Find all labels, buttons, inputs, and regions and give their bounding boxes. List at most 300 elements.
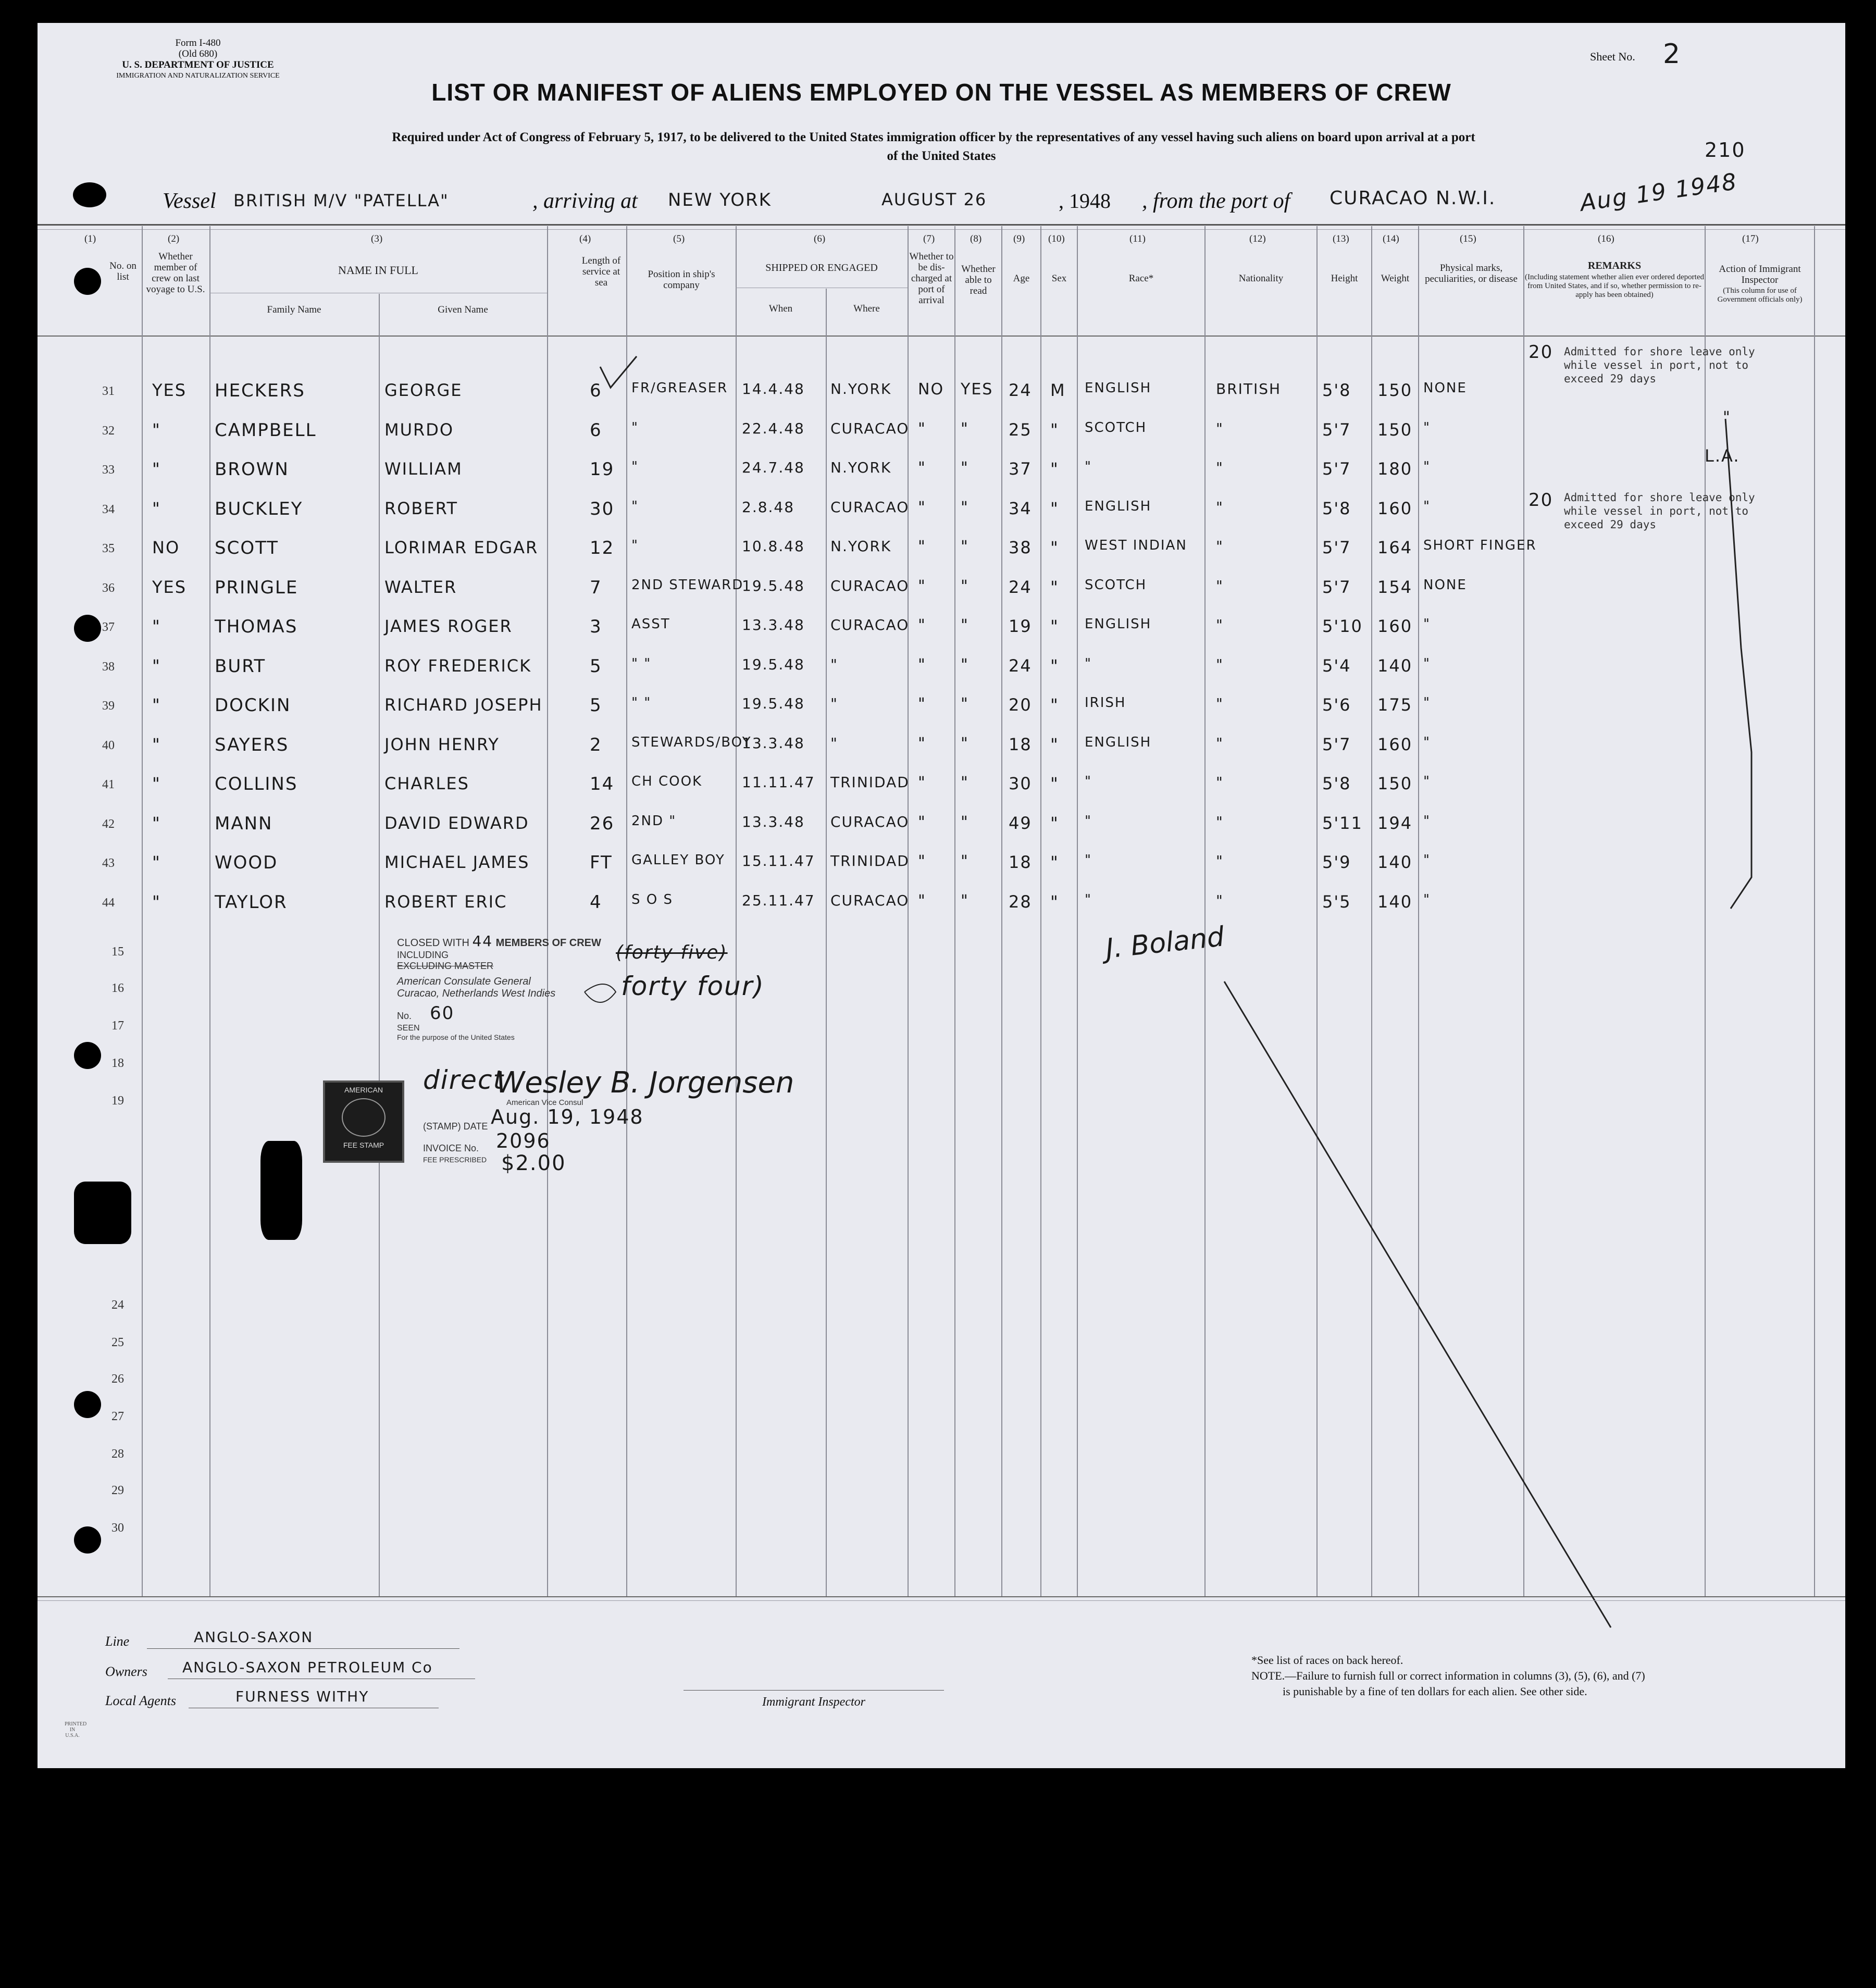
- given-name-cell: ROBERT: [384, 498, 458, 518]
- last-voyage-cell: ": [152, 852, 161, 872]
- able-to-read-cell: ": [961, 419, 969, 438]
- shipped-where-cell: CURACAO: [830, 498, 910, 516]
- age-cell: 37: [1009, 459, 1032, 479]
- service-length-cell: 3: [590, 616, 602, 637]
- shipped-where-cell: CURACAO: [830, 891, 910, 909]
- height-cell: 5'11: [1322, 813, 1363, 833]
- col-num-2: (2): [168, 233, 180, 244]
- col-num-9: (9): [1013, 233, 1025, 244]
- col-num-3: (3): [371, 233, 383, 244]
- pen-strokes: [38, 23, 1845, 1768]
- shipped-where-cell: N.YORK: [830, 459, 892, 476]
- nationality-cell: ": [1216, 734, 1224, 752]
- invoice-label: INVOICE No.: [423, 1143, 479, 1153]
- age-cell: 34: [1009, 498, 1032, 518]
- service-length-cell: 19: [590, 459, 615, 480]
- discharged-cell: ": [918, 852, 926, 871]
- able-to-read-cell: ": [961, 459, 969, 477]
- arrival-year: , 1948: [1059, 189, 1111, 213]
- closed-count: 44: [472, 933, 493, 950]
- binder-hole-2: [74, 615, 101, 642]
- race-cell: ": [1085, 459, 1092, 475]
- excluding-label: EXCLUDING MASTER: [397, 961, 494, 971]
- row-number: 34: [102, 502, 115, 516]
- from-port-label: , from the port of: [1142, 189, 1290, 213]
- able-to-read-cell: ": [961, 577, 969, 595]
- race-cell: ENGLISH: [1085, 498, 1152, 514]
- shipped-where-cell: CURACAO: [830, 577, 910, 594]
- shipped-when-cell: 13.3.48: [742, 616, 805, 633]
- pen-line-vertical: [1725, 419, 1751, 909]
- position-cell: ": [631, 419, 639, 436]
- sex-cell: ": [1050, 813, 1059, 833]
- inspector-signature: J. Boland: [1104, 921, 1226, 965]
- shipped-where-cell: TRINIDAD: [830, 852, 910, 869]
- weight-cell: 140: [1377, 852, 1413, 872]
- col-num-14: (14): [1383, 233, 1399, 244]
- shipped-when-cell: 19.5.48: [742, 577, 805, 594]
- row-number: 43: [102, 856, 115, 870]
- col-num-4: (4): [579, 233, 591, 244]
- note-races: *See list of races on back hereof.: [1251, 1654, 1403, 1667]
- family-name-cell: DOCKIN: [215, 695, 291, 716]
- weight-cell: 150: [1377, 380, 1413, 400]
- agents-value: FURNESS WITHY: [235, 1688, 369, 1705]
- given-name-cell: JOHN HENRY: [384, 734, 500, 754]
- col-header-discharged: Whether to be dis-charged at port of arrival: [909, 251, 954, 306]
- race-cell: ": [1085, 774, 1092, 789]
- physical-marks-cell: NONE: [1423, 577, 1467, 593]
- row-number: 32: [102, 424, 115, 438]
- position-cell: ": [631, 538, 639, 553]
- row-number: 33: [102, 463, 115, 477]
- position-cell: 2ND ": [631, 813, 677, 829]
- sex-cell: ": [1050, 577, 1059, 597]
- family-name-cell: COLLINS: [215, 774, 298, 794]
- physical-marks-cell: ": [1423, 852, 1431, 868]
- weight-cell: 175: [1377, 695, 1413, 715]
- form-number: Form I-480: [175, 38, 221, 48]
- empty-row-number: 26: [111, 1372, 124, 1386]
- subtitle-line-1: Required under Act of Congress of February 5, 1917, to be delivered to the United States immigration officer by the representatives of any vessel having such aliens on board upon arrival at a port: [392, 130, 1475, 144]
- line-label: Line: [105, 1634, 130, 1649]
- race-cell: ENGLISH: [1085, 734, 1152, 750]
- sex-cell: ": [1050, 774, 1059, 793]
- family-name-cell: HECKERS: [215, 380, 305, 401]
- service-length-cell: 14: [590, 774, 615, 794]
- nationality-cell: ": [1216, 695, 1224, 712]
- col-header-physical-marks: Physical marks, peculiarities, or disease: [1425, 263, 1518, 284]
- position-cell: ": [631, 459, 639, 475]
- age-cell: 18: [1009, 734, 1032, 754]
- col-header-where: Where: [853, 303, 880, 314]
- remark-mark-row33: ": [1723, 408, 1731, 427]
- col-header-read: Whether able to read: [961, 264, 996, 296]
- footer-rule: [38, 1600, 1845, 1601]
- nationality-cell: ": [1216, 852, 1224, 869]
- count-words: forty four): [621, 971, 765, 1001]
- sex-cell: ": [1050, 852, 1059, 872]
- remark-2-line-1: Admitted for shore leave only: [1564, 491, 1755, 504]
- physical-marks-cell: ": [1423, 734, 1431, 750]
- age-cell: 19: [1009, 616, 1032, 636]
- closed-with-label: CLOSED WITH: [397, 937, 469, 949]
- remark-1-line-1: Admitted for shore leave only: [1564, 345, 1755, 358]
- fee-value: $2.00: [501, 1151, 566, 1175]
- family-name-cell: SAYERS: [215, 734, 289, 755]
- shipped-where-cell: ": [830, 734, 838, 752]
- col-header-service: Length of service at sea: [581, 255, 621, 288]
- able-to-read-cell: ": [961, 852, 969, 871]
- empty-row-number: 30: [111, 1521, 124, 1535]
- shipped-where-cell: CURACAO: [830, 616, 910, 633]
- weight-cell: 154: [1377, 577, 1413, 597]
- last-voyage-cell: YES: [152, 380, 187, 400]
- inspector-label: Immigrant Inspector: [762, 1695, 865, 1709]
- direct-note: direct: [423, 1065, 505, 1095]
- shipped-when-cell: 14.4.48: [742, 380, 805, 397]
- physical-marks-cell: ": [1423, 695, 1431, 711]
- printed-mark: PRINTED IN U.S.A.: [65, 1721, 87, 1738]
- binder-hole-3: [74, 1042, 101, 1069]
- last-voyage-cell: NO: [152, 538, 180, 557]
- service-length-cell: 12: [590, 538, 615, 558]
- consulate-line-2: Curacao, Netherlands West Indies: [397, 988, 556, 999]
- physical-marks-cell: ": [1423, 616, 1431, 632]
- last-voyage-cell: ": [152, 813, 161, 833]
- position-cell: " ": [631, 655, 652, 672]
- col-header-action: Action of Immigrant Inspector: [1719, 264, 1801, 285]
- sheet-number: 2: [1663, 39, 1682, 70]
- col-header-last-voyage: Whether member of crew on last voyage to U.S.: [146, 251, 205, 295]
- age-cell: 30: [1009, 774, 1032, 793]
- inspector-sign-line: [684, 1690, 944, 1691]
- row-number: 41: [102, 778, 115, 791]
- empty-row-number: 16: [111, 981, 124, 995]
- position-cell: S O S: [631, 891, 674, 908]
- discharged-cell: NO: [918, 380, 945, 399]
- height-cell: 5'7: [1322, 538, 1351, 557]
- service-length-cell: 30: [590, 498, 615, 519]
- service-length-cell: FT: [590, 852, 613, 873]
- discharged-cell: ": [918, 419, 926, 438]
- shipped-where-cell: N.YORK: [830, 538, 892, 555]
- physical-marks-cell: ": [1423, 655, 1431, 672]
- consulate-no: 60: [430, 1003, 455, 1024]
- col-num-13: (13): [1333, 233, 1349, 244]
- owners-value: ANGLO-SAXON PETROLEUM Co: [182, 1659, 433, 1676]
- position-cell: STEWARDS/BOY: [631, 734, 752, 750]
- age-cell: 28: [1009, 891, 1032, 912]
- service-length-cell: 6: [590, 419, 602, 441]
- subtitle-line-2: of the United States: [887, 149, 996, 163]
- col-header-sex: Sex: [1051, 273, 1067, 284]
- discharged-cell: ": [918, 813, 926, 831]
- weight-cell: 160: [1377, 498, 1413, 518]
- note-fine-1: NOTE.—Failure to furnish full or correct information in columns (3), (5), (6), and (7): [1251, 1669, 1645, 1682]
- row-number: 40: [102, 738, 115, 752]
- sex-cell: ": [1050, 419, 1059, 440]
- discharged-cell: ": [918, 616, 926, 635]
- last-voyage-cell: ": [152, 655, 161, 676]
- physical-marks-cell: ": [1423, 813, 1431, 829]
- col-header-weight: Weight: [1381, 273, 1410, 284]
- shipped-when-cell: 2.8.48: [742, 498, 795, 516]
- corner-number: 210: [1705, 139, 1746, 161]
- sex-cell: ": [1050, 538, 1059, 557]
- able-to-read-cell: ": [961, 734, 969, 753]
- agents-label: Local Agents: [105, 1693, 177, 1708]
- ink-blot: [73, 182, 106, 207]
- able-to-read-cell: ": [961, 655, 969, 674]
- torn-edge-2: [260, 1141, 302, 1240]
- given-name-cell: RICHARD JOSEPH: [384, 695, 543, 715]
- empty-row-number: 29: [111, 1484, 124, 1497]
- shipped-when-cell: 19.5.48: [742, 695, 805, 712]
- height-cell: 5'9: [1322, 852, 1351, 872]
- sex-cell: ": [1050, 734, 1059, 754]
- row-number: 35: [102, 542, 115, 555]
- race-cell: ": [1085, 813, 1092, 829]
- physical-marks-cell: NONE: [1423, 380, 1467, 396]
- col-header-action-note: (This column for use of Government officials only): [1717, 287, 1803, 304]
- row-number: 44: [102, 896, 115, 910]
- shipped-where-cell: N.YORK: [830, 380, 892, 397]
- nationality-cell: ": [1216, 459, 1224, 476]
- footer-notes: [1251, 1652, 1645, 1699]
- col-num-6: (6): [814, 233, 826, 244]
- note-fine-2: is punishable by a fine of ten dollars for each alien. See other side.: [1283, 1685, 1587, 1698]
- department: U. S. DEPARTMENT OF JUSTICE: [122, 59, 274, 70]
- vice-consul-label: American Vice Consul: [506, 1098, 583, 1107]
- race-cell: ": [1085, 655, 1092, 672]
- last-voyage-cell: ": [152, 498, 161, 518]
- arriving-label: , arriving at: [532, 189, 638, 213]
- family-name-cell: PRINGLE: [215, 577, 299, 598]
- tick-mark: [600, 356, 637, 388]
- col-num-15: (15): [1460, 233, 1476, 244]
- race-cell: IRISH: [1085, 695, 1126, 711]
- service-length-cell: 7: [590, 577, 602, 598]
- given-name-cell: DAVID EDWARD: [384, 813, 529, 833]
- shipped-when-cell: 11.11.47: [742, 774, 815, 791]
- discharged-cell: ": [918, 459, 926, 477]
- col-header-shipped: SHIPPED OR ENGAGED: [765, 262, 878, 274]
- given-name-cell: MURDO: [384, 419, 454, 440]
- shipped-when-cell: 24.7.48: [742, 459, 805, 476]
- family-name-cell: THOMAS: [215, 616, 298, 637]
- height-cell: 5'4: [1322, 655, 1351, 676]
- weight-cell: 160: [1377, 734, 1413, 754]
- empty-row-number: 15: [111, 945, 124, 959]
- including-label: INCLUDING: [397, 950, 449, 960]
- physical-marks-cell: ": [1423, 498, 1431, 514]
- departure-port: CURACAO N.W.I.: [1330, 188, 1496, 209]
- nationality-cell: ": [1216, 498, 1224, 516]
- physical-marks-cell: ": [1423, 419, 1431, 436]
- position-cell: 2ND STEWARD: [631, 577, 744, 593]
- members-label: MEMBERS OF CREW: [495, 937, 601, 949]
- nationality-cell: ": [1216, 538, 1224, 555]
- stamp-date-label: (STAMP) DATE: [423, 1121, 488, 1132]
- col-header-no: No. on list: [109, 260, 136, 282]
- height-cell: 5'7: [1322, 734, 1351, 754]
- form-old-number: (Old 680): [178, 48, 218, 59]
- race-cell: SCOTCH: [1085, 419, 1147, 436]
- seen-label: SEEN: [397, 1024, 420, 1033]
- remark-mark-row34b: 20: [1529, 490, 1554, 511]
- col-header-given-name: Given Name: [438, 304, 488, 315]
- height-cell: 5'8: [1322, 380, 1351, 400]
- col-header-remarks-note: (Including statement whether alien ever ordered deported from United States, and if so, whether permission to re-apply has been obtained): [1524, 273, 1705, 299]
- height-cell: 5'7: [1322, 577, 1351, 597]
- age-cell: 49: [1009, 813, 1032, 833]
- remark-1-line-2: while vessel in port, not to: [1564, 359, 1749, 371]
- col-header-family-name: Family Name: [267, 304, 321, 315]
- physical-marks-cell: ": [1423, 774, 1431, 789]
- vessel-name: BRITISH M/V "PATELLA": [233, 191, 449, 210]
- sex-cell: ": [1050, 695, 1059, 715]
- last-voyage-cell: ": [152, 695, 161, 715]
- remark-1-line-3: exceed 29 days: [1564, 372, 1657, 385]
- col-num-11: (11): [1129, 233, 1146, 244]
- position-cell: ": [631, 498, 639, 514]
- nationality-cell: ": [1216, 891, 1224, 909]
- physical-marks-cell: ": [1423, 891, 1431, 908]
- race-cell: ": [1085, 891, 1092, 908]
- service: IMMIGRATION AND NATURALIZATION SERVICE: [116, 72, 280, 80]
- col-header-age: Age: [1013, 273, 1030, 284]
- service-length-cell: 4: [590, 891, 602, 913]
- nationality-cell: ": [1216, 577, 1224, 594]
- nationality-cell: ": [1216, 616, 1224, 633]
- given-name-cell: ROY FREDERICK: [384, 655, 532, 676]
- age-cell: 38: [1009, 538, 1032, 557]
- nationality-cell: ": [1216, 774, 1224, 791]
- family-name-cell: WOOD: [215, 852, 278, 873]
- given-name-cell: ROBERT ERIC: [384, 891, 507, 912]
- document-title: LIST OR MANIFEST OF ALIENS EMPLOYED ON THE VESSEL AS MEMBERS OF CREW: [431, 79, 1451, 106]
- physical-marks-cell: SHORT FINGER: [1423, 538, 1537, 553]
- race-cell: ENGLISH: [1085, 380, 1152, 396]
- height-cell: 5'7: [1322, 419, 1351, 440]
- remark-mark-row34: L.A.: [1705, 446, 1740, 466]
- position-cell: ASST: [631, 616, 670, 632]
- empty-row-number: 25: [111, 1336, 124, 1349]
- col-num-5: (5): [673, 233, 685, 244]
- struck-count-words: (forty five): [616, 942, 728, 963]
- shipped-when-cell: 22.4.48: [742, 419, 805, 437]
- col-num-10: (10): [1048, 233, 1065, 244]
- service-length-cell: 2: [590, 734, 602, 755]
- nationality-cell: ": [1216, 655, 1224, 673]
- able-to-read-cell: ": [961, 498, 969, 517]
- pen-line-diagonal: [1224, 981, 1611, 1627]
- shipped-where-cell: ": [830, 695, 838, 712]
- weight-cell: 164: [1377, 538, 1413, 557]
- able-to-read-cell: ": [961, 695, 969, 713]
- shipped-when-cell: 15.11.47: [742, 852, 815, 869]
- sex-cell: ": [1050, 891, 1059, 912]
- family-name-cell: MANN: [215, 813, 273, 834]
- age-cell: 24: [1009, 577, 1032, 597]
- col-num-7: (7): [923, 233, 935, 244]
- shipped-when-cell: 25.11.47: [742, 891, 815, 909]
- consul-signature: Wesley B. Jorgensen: [496, 1066, 794, 1100]
- sex-cell: ": [1050, 655, 1059, 676]
- invoice-number: 2096: [496, 1129, 551, 1152]
- sheet-label: Sheet No.: [1590, 50, 1635, 63]
- height-cell: 5'10: [1322, 616, 1363, 636]
- family-name-cell: CAMPBELL: [215, 419, 317, 441]
- fee-label: FEE PRESCRIBED: [423, 1155, 487, 1164]
- col-num-1: (1): [84, 233, 96, 244]
- last-voyage-cell: ": [152, 891, 161, 912]
- shipped-when-cell: 13.3.48: [742, 734, 805, 752]
- service-length-cell: 5: [590, 695, 602, 716]
- last-voyage-cell: YES: [152, 577, 187, 597]
- remark-2-line-3: exceed 29 days: [1564, 518, 1657, 531]
- position-cell: GALLEY BOY: [631, 852, 725, 868]
- vessel-label: Vessel: [163, 189, 216, 213]
- discharged-cell: ": [918, 695, 926, 713]
- shipped-where-cell: CURACAO: [830, 419, 910, 437]
- last-voyage-cell: ": [152, 419, 161, 440]
- discharged-cell: ": [918, 538, 926, 556]
- sex-cell: M: [1050, 380, 1066, 400]
- able-to-read-cell: YES: [961, 380, 993, 399]
- shipped-where-cell: ": [830, 655, 838, 673]
- family-name-cell: BROWN: [215, 459, 289, 480]
- weight-cell: 140: [1377, 891, 1413, 912]
- fee-stamp-top: AMERICAN: [344, 1086, 383, 1094]
- sex-cell: ": [1050, 459, 1059, 479]
- given-name-cell: LORIMAR EDGAR: [384, 538, 539, 557]
- nationality-cell: BRITISH: [1216, 380, 1282, 397]
- discharged-cell: ": [918, 891, 926, 910]
- able-to-read-cell: ": [961, 538, 969, 556]
- col-num-17: (17): [1742, 233, 1759, 244]
- shipped-where-cell: TRINIDAD: [830, 774, 910, 791]
- col-num-8: (8): [970, 233, 982, 244]
- nationality-cell: ": [1216, 419, 1224, 437]
- torn-edge-1: [74, 1182, 131, 1244]
- row-number: 36: [102, 581, 115, 595]
- last-voyage-cell: ": [152, 734, 161, 754]
- discharged-cell: ": [918, 774, 926, 792]
- service-length-cell: 5: [590, 655, 602, 677]
- col-header-height: Height: [1331, 273, 1358, 284]
- col-header-remarks: REMARKS: [1587, 260, 1642, 271]
- family-name-cell: SCOTT: [215, 538, 279, 558]
- weight-cell: 150: [1377, 774, 1413, 793]
- last-voyage-cell: ": [152, 459, 161, 479]
- owners-label: Owners: [105, 1664, 147, 1679]
- col-header-when: When: [768, 303, 793, 314]
- row-number: 31: [102, 384, 115, 398]
- physical-marks-cell: ": [1423, 459, 1431, 475]
- for-port-label: For the purpose of the United States: [397, 1033, 515, 1041]
- line-underline: [147, 1648, 459, 1649]
- empty-row-number: 18: [111, 1057, 124, 1070]
- paren-mark: [585, 984, 616, 1002]
- empty-row-number: 27: [111, 1410, 124, 1423]
- able-to-read-cell: ": [961, 774, 969, 792]
- col-header-race: Race*: [1128, 273, 1154, 284]
- service-length-cell: 6: [590, 380, 602, 401]
- arrival-port: NEW YORK: [668, 190, 772, 210]
- shipped-where-cell: CURACAO: [830, 813, 910, 830]
